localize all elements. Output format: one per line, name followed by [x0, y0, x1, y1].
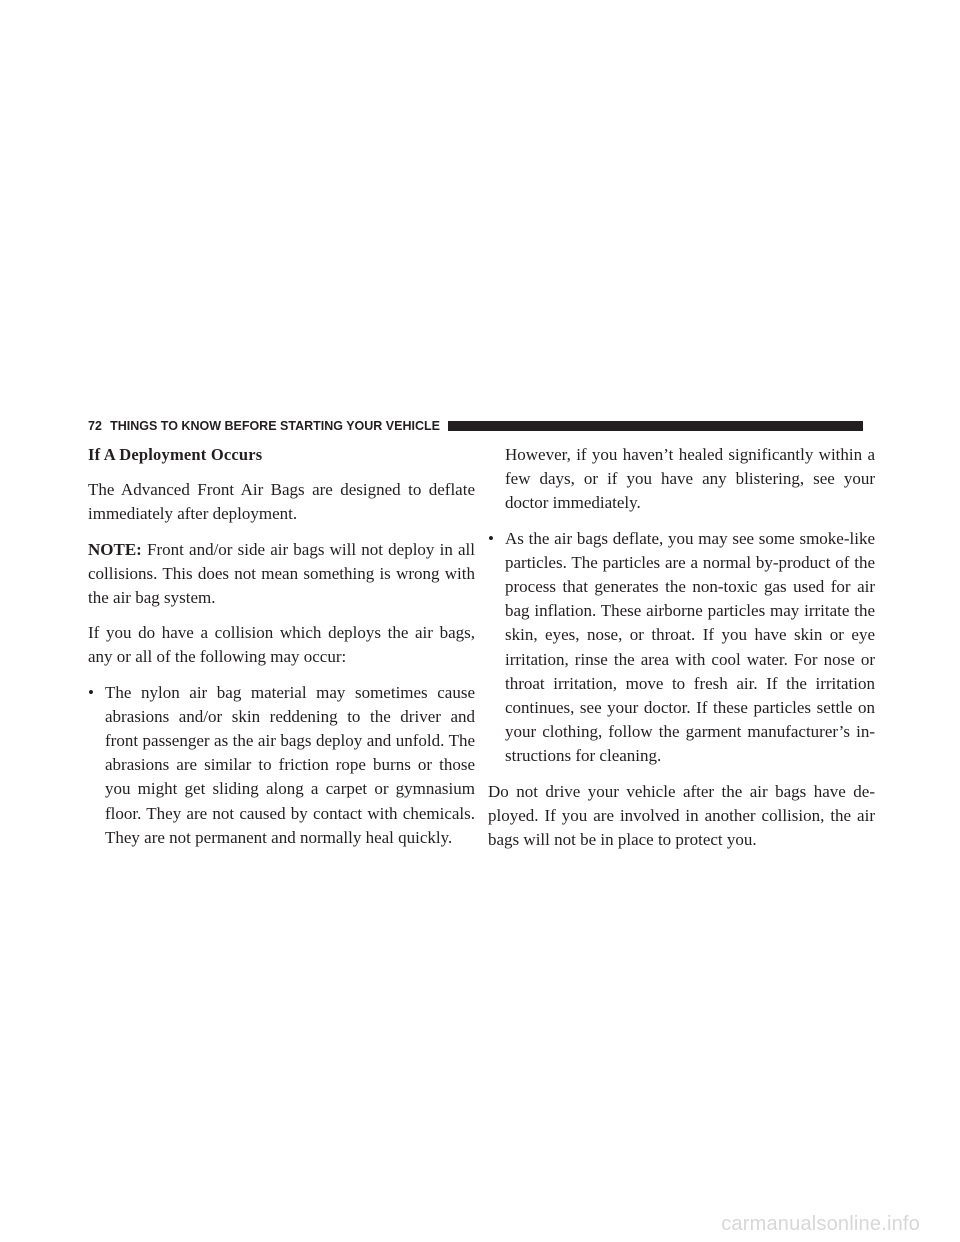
page-number: 72 [88, 419, 103, 433]
list-item-text: As the air bags deflate, you may see some smoke-like particles. The particles are a normal by-product of the process that generates the non-toxic gas used for air bag inflation. These airborne particles may irritate the skin, eyes, nose, or throat. If you have skin or eye irritation, rinse the area with cool water. For nose or throat irritation, move to fresh air. If the irritation continues, see your doctor. If these particles settle on your clothing, follow the garment manufacturer’s in-structions for cleaning. [505, 528, 875, 766]
right-column [488, 443, 875, 863]
closing-paragraph: Do not drive your vehicle after the air bags have de-ployed. If you are involved in another collision, the air bags will not be in place to protect you. [488, 781, 875, 850]
note-label: NOTE: [88, 539, 142, 559]
page-header [88, 418, 863, 434]
note-text: Front and/or side air bags will not deploy in all collisions. This does not mean something is wrong with the air bag system. [88, 539, 475, 608]
list-item-text: The nylon air bag material may sometimes cause abrasions and/or skin reddening to the driver and front passenger as the air bags deploy and unfold. The abrasions are similar to friction rope burns or those you might get sliding along a carpet or gymnasium floor. They are not caused by contact with chemicals. They are not permanent and normally heal quickly. [105, 682, 475, 847]
watermark: carmanualsonline.info [721, 1213, 920, 1235]
bullet-icon: • [88, 682, 94, 702]
note-paragraph [88, 538, 475, 611]
left-column [88, 443, 475, 861]
list-item [88, 681, 475, 850]
header-rule [448, 421, 863, 431]
collision-paragraph: If you do have a collision which deploys the air bags, any or all of the following may occur: [88, 623, 475, 667]
section-title: THINGS TO KNOW BEFORE STARTING YOUR VEHICLE [110, 419, 440, 433]
section-heading: If A Deployment Occurs [88, 445, 263, 464]
bullet-icon: • [488, 528, 494, 548]
intro-paragraph: The Advanced Front Air Bags are designed to deflate immediately after deployment. [88, 480, 475, 524]
list-item [488, 527, 875, 769]
list-item-continuation: However, if you haven’t healed significantly within a few days, or if you have any blistering, see your doctor immediately. [505, 445, 875, 513]
